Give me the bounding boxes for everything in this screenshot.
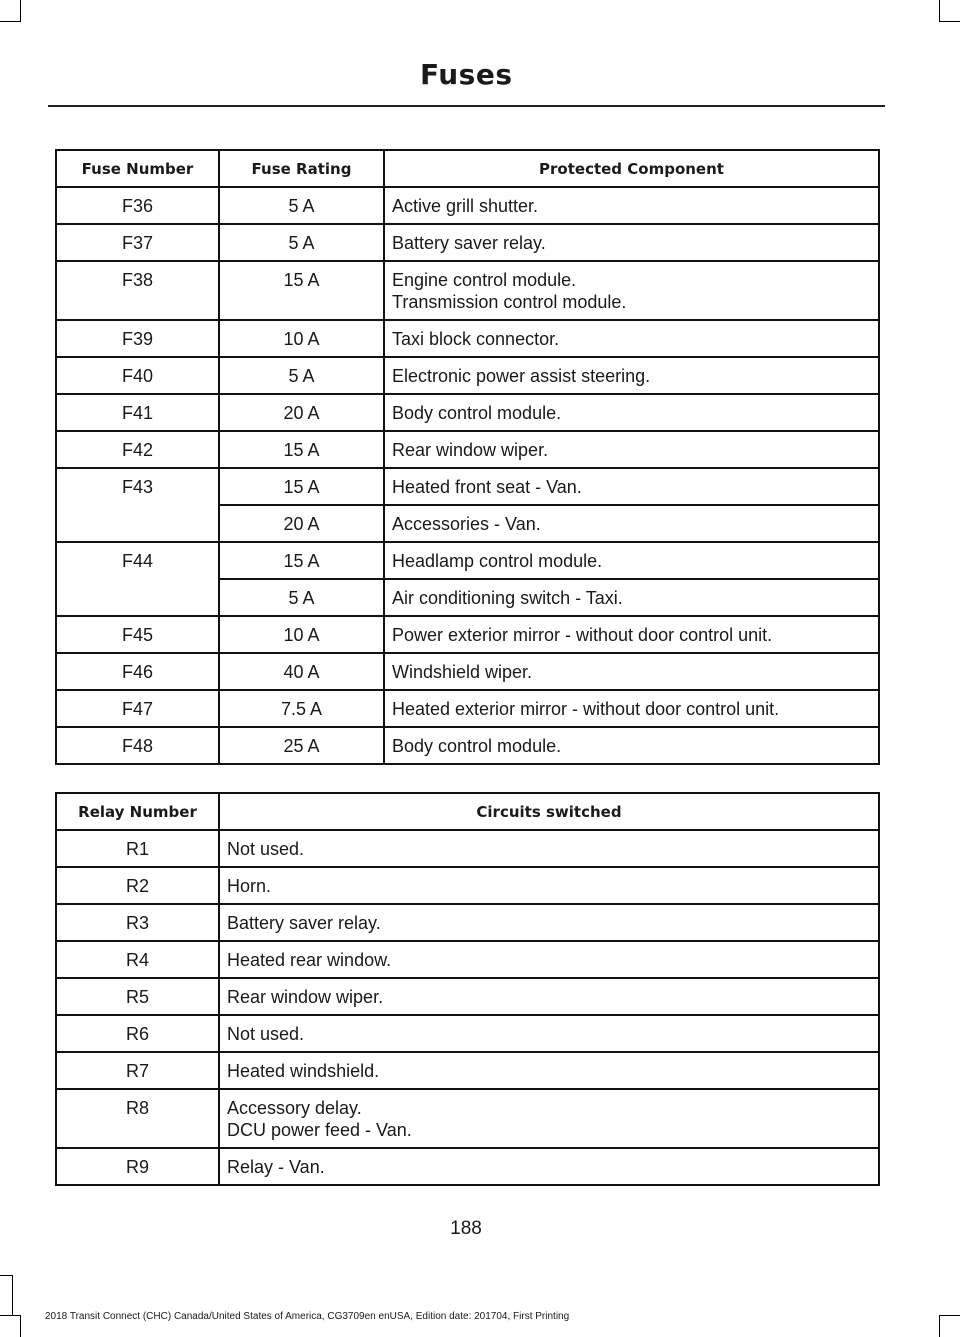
fuse-rating-cell: 15 A [219,542,384,579]
table-row [56,1052,879,1089]
fuse-number-cell: F39 [56,320,219,357]
table-row [56,941,879,978]
crop-mark [939,0,940,22]
fuse-number-cell: F40 [56,357,219,394]
column-header-fuse-rating: Fuse Rating [219,150,384,187]
protected-component-cell [384,320,879,357]
fuse-rating-cell: 5 A [219,579,384,616]
relay-table-header [56,793,879,830]
crop-mark [20,1315,21,1337]
component-line: Rear window wiper. [392,440,549,460]
circuits-switched-cell [219,867,879,904]
protected-component-cell [384,505,879,542]
fuse-number-cell: F47 [56,690,219,727]
crop-mark [12,1275,13,1315]
fuse-rating-cell: 5 A [219,357,384,394]
circuit-line: Heated rear window. [227,950,392,970]
table-row [56,187,879,224]
table-row [56,431,879,468]
fuse-number-cell: F42 [56,431,219,468]
fuse-rating-cell: 15 A [219,431,384,468]
relay-number-cell: R2 [56,867,219,904]
fuse-number-cell: F38 [56,261,219,320]
protected-component-cell [384,468,879,505]
fuse-rating-cell: 5 A [219,224,384,261]
crop-mark [0,21,21,22]
circuits-switched-cell [219,830,879,867]
component-line: Electronic power assist steering. [392,366,651,386]
fuse-rating-cell: 10 A [219,616,384,653]
fuse-number-cell: F36 [56,187,219,224]
fuse-rating-cell: 15 A [219,261,384,320]
protected-component-cell [384,357,879,394]
table-row [56,394,879,431]
fuse-number-cell: F48 [56,727,219,764]
relay-number-cell: R5 [56,978,219,1015]
fuse-rating-cell: 7.5 A [219,690,384,727]
fuse-rating-cell: 15 A [219,468,384,505]
table-row [56,867,879,904]
component-line: Transmission control module. [392,292,627,312]
fuse-number-cell: F44 [56,542,219,616]
page-number: 188 [450,1218,482,1239]
circuit-line: Accessory delay. [227,1098,362,1118]
relay-table [55,792,880,1186]
protected-component-cell [384,690,879,727]
relay-number-cell: R6 [56,1015,219,1052]
protected-component-cell [384,187,879,224]
circuit-line: Heated windshield. [227,1061,380,1081]
circuits-switched-cell [219,1052,879,1089]
table-row [56,1015,879,1052]
protected-component-cell [384,394,879,431]
fuse-number-cell: F41 [56,394,219,431]
fuse-rating-cell: 5 A [219,187,384,224]
circuit-line: Horn. [227,876,272,896]
relay-number-cell: R4 [56,941,219,978]
table-row [56,1089,879,1148]
column-header-protected-component: Protected Component [384,150,879,187]
component-line: Headlamp control module. [392,551,603,571]
fuse-rating-cell: 25 A [219,727,384,764]
component-line: Body control module. [392,403,562,423]
circuits-switched-cell [219,941,879,978]
component-line: Air conditioning switch - Taxi. [392,588,623,608]
component-line: Accessories - Van. [392,514,541,534]
table-row [56,727,879,764]
title-divider [48,105,885,107]
crop-mark [939,1315,940,1337]
protected-component-cell [384,653,879,690]
table-row [56,320,879,357]
fuse-number-cell: F46 [56,653,219,690]
footer-text: 2018 Transit Connect (CHC) Canada/United States of America, CG3709en enUSA, Edition date: 201704, First Printing [45,1311,570,1322]
circuits-switched-cell [219,904,879,941]
component-line: Body control module. [392,736,562,756]
relay-number-cell: R7 [56,1052,219,1089]
table-row [56,542,879,579]
protected-component-cell [384,224,879,261]
fuse-rating-cell: 10 A [219,320,384,357]
circuit-line: Not used. [227,839,305,859]
component-line: Taxi block connector. [392,329,560,349]
circuit-line: Battery saver relay. [227,913,381,933]
circuits-switched-cell [219,1015,879,1052]
protected-component-cell [384,727,879,764]
table-row [56,224,879,261]
circuit-line: Not used. [227,1024,305,1044]
column-header-fuse-number: Fuse Number [56,150,219,187]
circuit-line: DCU power feed - Van. [227,1120,412,1140]
table-row [56,616,879,653]
component-line: Active grill shutter. [392,196,539,216]
fuse-rating-cell: 20 A [219,505,384,542]
table-row [56,978,879,1015]
protected-component-cell [384,261,879,320]
protected-component-cell [384,579,879,616]
fuse-table-header [56,150,879,187]
relay-number-cell: R3 [56,904,219,941]
table-row [56,690,879,727]
table-row [56,904,879,941]
table-row [56,468,879,505]
relay-number-cell: R8 [56,1089,219,1148]
table-row [56,653,879,690]
component-line: Windshield wiper. [392,662,533,682]
table-row [56,1148,879,1185]
component-line: Heated exterior mirror - without door control unit. [392,699,780,719]
protected-component-cell [384,542,879,579]
protected-component-cell [384,616,879,653]
crop-mark [0,1315,21,1316]
circuit-line: Relay - Van. [227,1157,325,1177]
crop-mark [20,0,21,22]
protected-component-cell [384,431,879,468]
table-row [56,357,879,394]
circuits-switched-cell [219,1089,879,1148]
fuse-number-cell: F45 [56,616,219,653]
fuse-table [55,149,880,765]
circuits-switched-cell [219,1148,879,1185]
component-line: Heated front seat - Van. [392,477,582,497]
component-line: Power exterior mirror - without door control unit. [392,625,773,645]
fuse-number-cell: F37 [56,224,219,261]
table-row [56,261,879,320]
crop-mark [939,21,960,22]
fuse-rating-cell: 20 A [219,394,384,431]
fuse-rating-cell: 40 A [219,653,384,690]
fuse-number-cell: F43 [56,468,219,542]
component-line: Battery saver relay. [392,233,546,253]
component-line: Engine control module. [392,270,577,290]
crop-mark [939,1315,960,1316]
relay-number-cell: R9 [56,1148,219,1185]
circuits-switched-cell [219,978,879,1015]
relay-number-cell: R1 [56,830,219,867]
table-row [56,830,879,867]
column-header-relay-number: Relay Number [56,793,219,830]
circuit-line: Rear window wiper. [227,987,384,1007]
column-header-circuits-switched: Circuits switched [219,793,879,830]
